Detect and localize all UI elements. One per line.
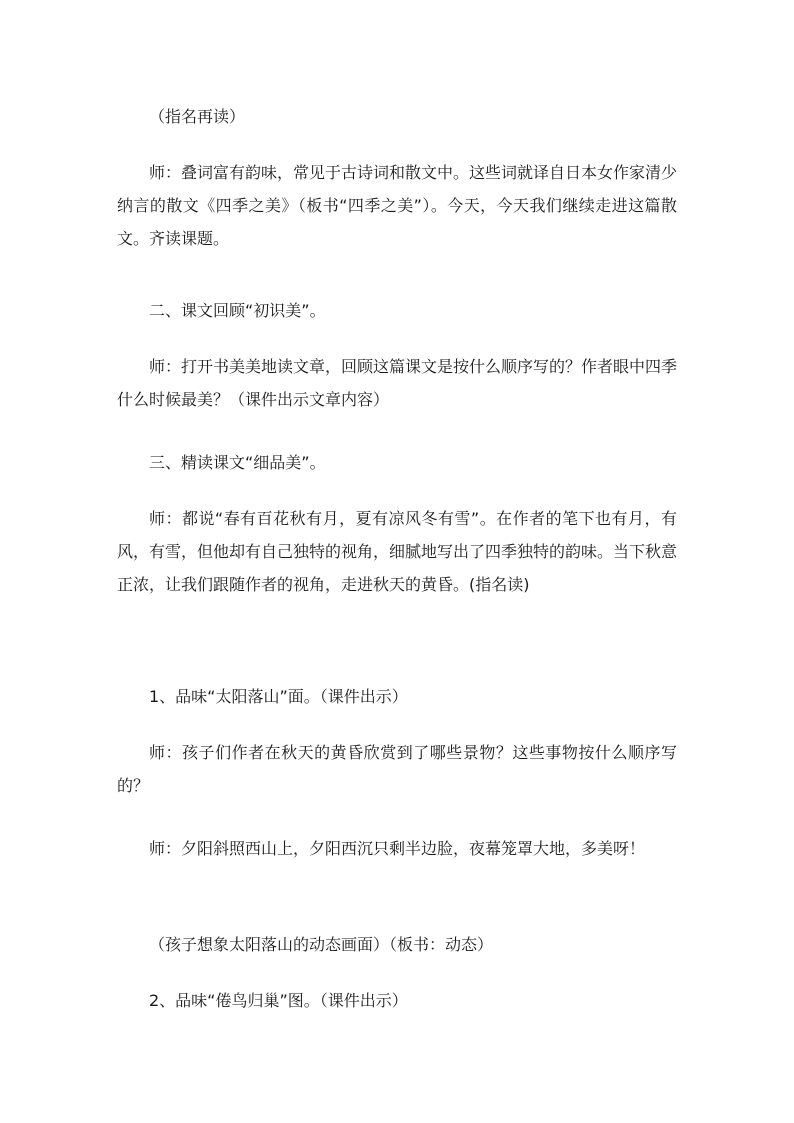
paragraph-teacher-review: 师：打开书美美地读文章，回顾这篇课文是按什么顺序写的？作者眼中四季什么时候最美？（课件出示文章内容）: [117, 357, 678, 409]
paragraph-teacher-reduplication: 师：叠词富有韵味，常见于古诗词和散文中。这些词就译自日本女作家清少纳言的散文《四季之美》（板书“四季之美”）。今天，今天我们继续走进这篇散文。齐读课题。: [117, 163, 678, 248]
heading-birds-return-scene: 2、品味“倦鸟归巢”图。（课件出示）: [149, 991, 408, 1010]
heading-review-section: 二、课文回顾“初识美”。: [149, 301, 326, 320]
paragraph-teacher-seasons: 师：都说“春有百花秋有月，夏有凉风冬有雪”。在作者的笔下也有月，有风，有雪，但他却有自己独特的视角，细腻地写出了四季独特的韵味。当下秋意正浓，让我们跟随作者的视角，走进秋天的黄昏。(指名读): [117, 509, 678, 594]
paragraph-teacher-sunset: 师：夕阳斜照西山上，夕阳西沉只剩半边脸，夜幕笼罩大地，多美呀！: [149, 839, 646, 858]
paragraph-teacher-question: 师：孩子们作者在秋天的黄昏欣赏到了哪些景物？这些事物按什么顺序写的？: [117, 743, 677, 795]
heading-sunset-scene: 1、品味“太阳落山”面。（课件出示）: [149, 687, 408, 706]
paragraph-instruction-reread: （指名再读）: [149, 107, 246, 126]
heading-close-reading-section: 三、精读课文“细品美”。: [149, 453, 326, 472]
paragraph-imagine-sunset: （孩子想象太阳落山的动态画面）（板书：动态）: [149, 935, 494, 954]
